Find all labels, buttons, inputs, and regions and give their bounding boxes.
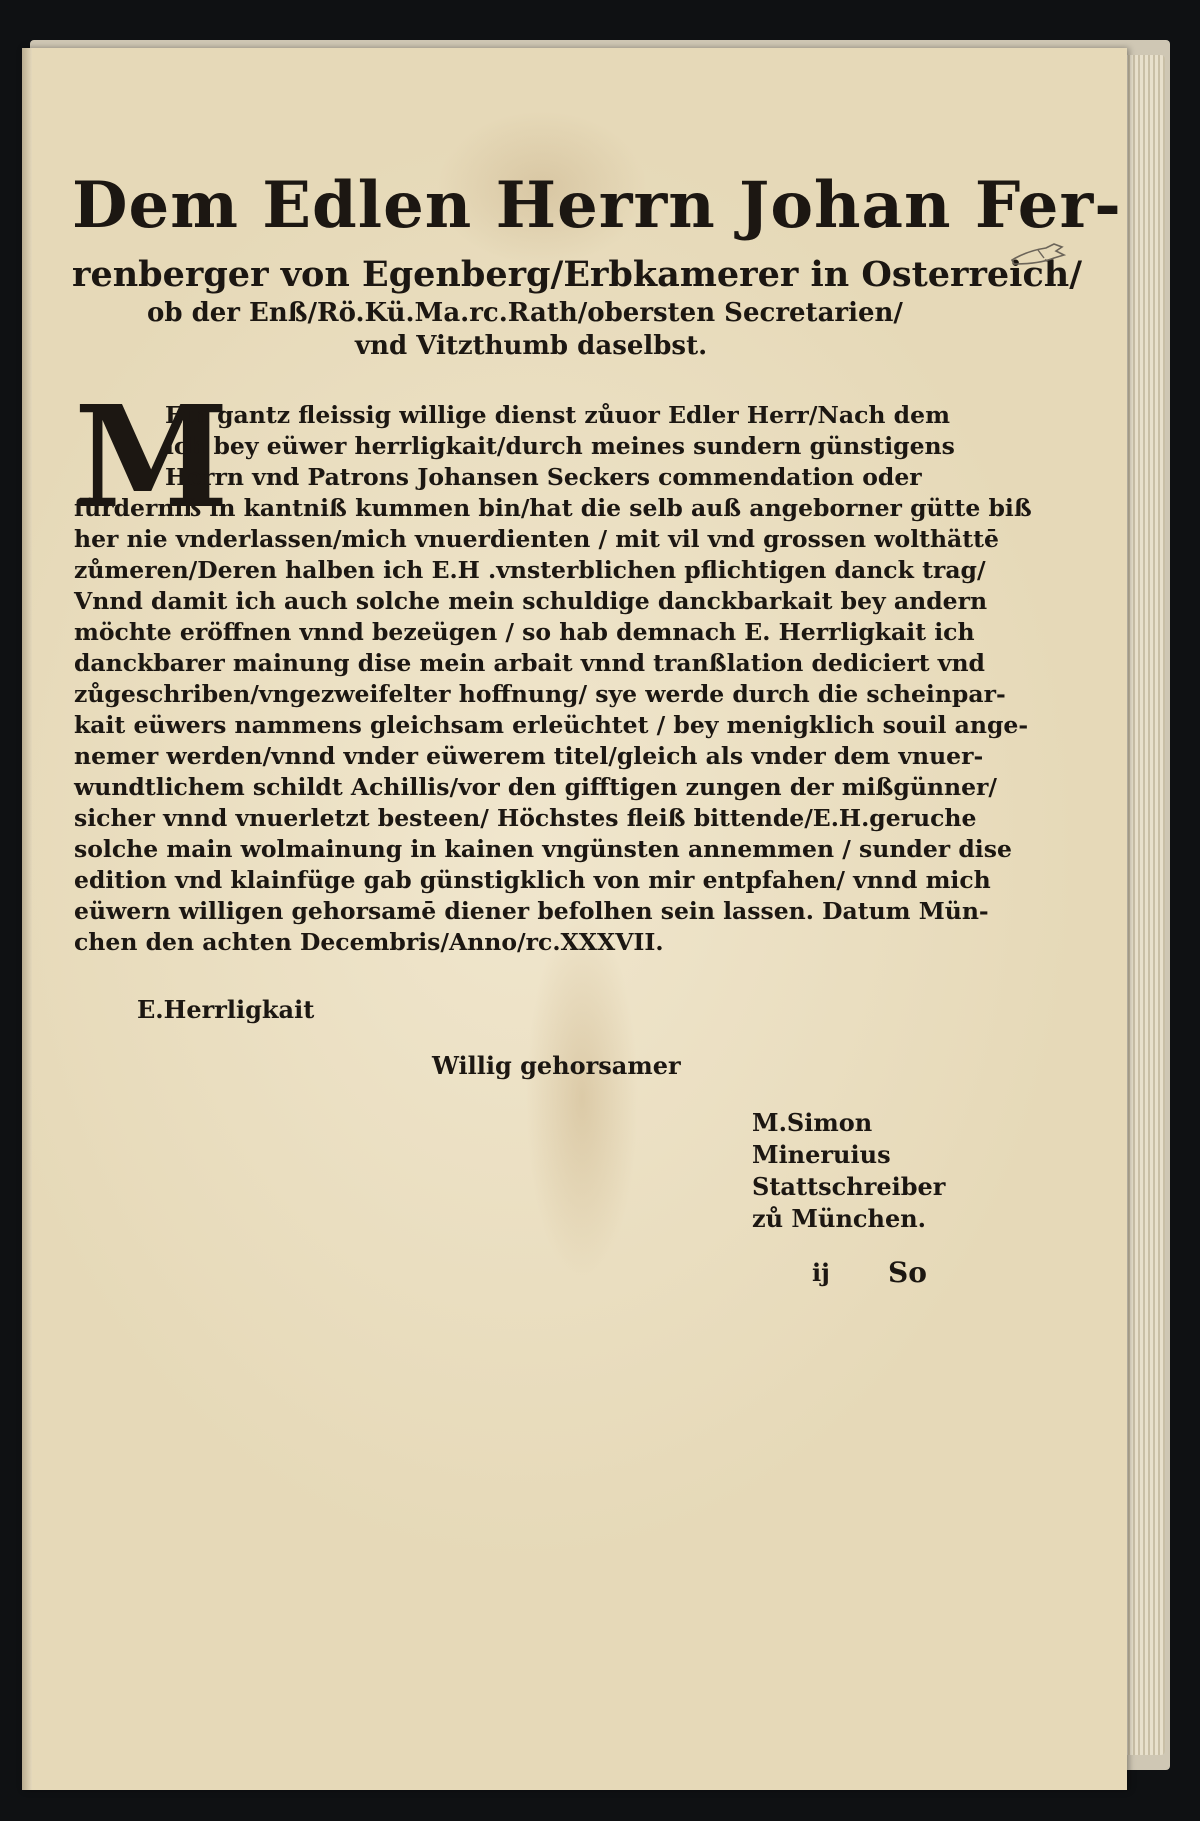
- closing-phrase: Willig gehorsamer: [432, 1051, 681, 1080]
- text-line: danckbarer mainung dise mein arbait vnnd tranßlation dediciert vnd: [74, 649, 985, 677]
- title-line-4: vnd Vitzthumb daselbst.: [355, 331, 708, 361]
- text-line: nemer werden/vnnd vnder eüwerem titel/gleich als vnder dem vnuer-: [74, 742, 984, 770]
- text-line: Ein gantz fleissig willige dienst zůuor Edler Herr/Nach dem: [165, 401, 950, 429]
- text-line: möchte eröffnen vnnd bezeügen / so hab demnach E. Herrligkait ich: [74, 618, 975, 646]
- title-line-3: ob der Enß/Rö.Kü.Ma.rc.Rath/obersten Secretarien/: [147, 298, 903, 328]
- text-line: kait eüwers nammens gleichsam erleüchtet / bey menigklich souil ange-: [74, 711, 1029, 739]
- signer-name: M.Simon: [752, 1108, 873, 1137]
- text-line: sicher vnnd vnuerletzt besteen/ Höchstes fleiß bittende/E.H.geruche: [74, 804, 977, 832]
- signer-surname: Mineruius: [752, 1140, 891, 1169]
- text-line: her nie vnderlassen/mich vnuerdienten / mit vil vnd grossen wolthättē: [74, 525, 999, 553]
- text-line: ich bey eüwer herrligkait/durch meines sundern günstigens: [165, 432, 955, 460]
- decorated-initial: M: [74, 376, 229, 540]
- text-line: Herrn vnd Patrons Johansen Seckers commendation oder: [165, 463, 922, 491]
- text-line: solche main wolmainung in kainen vngünsten annemmen / sunder dise: [74, 835, 1012, 863]
- manicule-icon: [1010, 238, 1068, 272]
- gutter-shadow: [22, 48, 32, 1790]
- title-line-2: renberger von Egenberg/Erbkamerer in Osterreich/: [72, 254, 1083, 295]
- text-line: zůgeschriben/vngezweifelter hoffnung/ sye werde durch die scheinpar-: [74, 680, 1006, 708]
- text-line: wundtlichem schildt Achillis/vor den gifftigen zungen der mißgünner/: [74, 773, 998, 801]
- text-line: zůmeren/Deren halben ich E.H .vnsterblichen pflichtigen danck trag/: [74, 556, 986, 584]
- text-line: eüwern willigen gehorsamē diener befolhen sein lassen. Datum Mün-: [74, 897, 989, 925]
- signature-mark: ij: [812, 1258, 830, 1287]
- text-line: chen den achten Decembris/Anno/rc.XXXVII.: [74, 928, 664, 956]
- catchword: So: [888, 1256, 927, 1289]
- salutation: E.Herrligkait: [137, 995, 315, 1024]
- text-line: edition vnd klainfüge gab günstigklich von mir entpfahen/ vnnd mich: [74, 866, 991, 894]
- signer-place: zů München.: [752, 1204, 927, 1233]
- text-line: fürderniß in kantniß kummen bin/hat die selb auß angeborner gütte biß: [74, 494, 1032, 522]
- page-title: Dem Edlen Herrn Johan Fer-: [72, 168, 1122, 243]
- text-line: Vnnd damit ich auch solche mein schuldige danckbarkait bey andern: [74, 587, 988, 615]
- book-page: [22, 48, 1127, 1790]
- signer-role: Stattschreiber: [752, 1172, 946, 1201]
